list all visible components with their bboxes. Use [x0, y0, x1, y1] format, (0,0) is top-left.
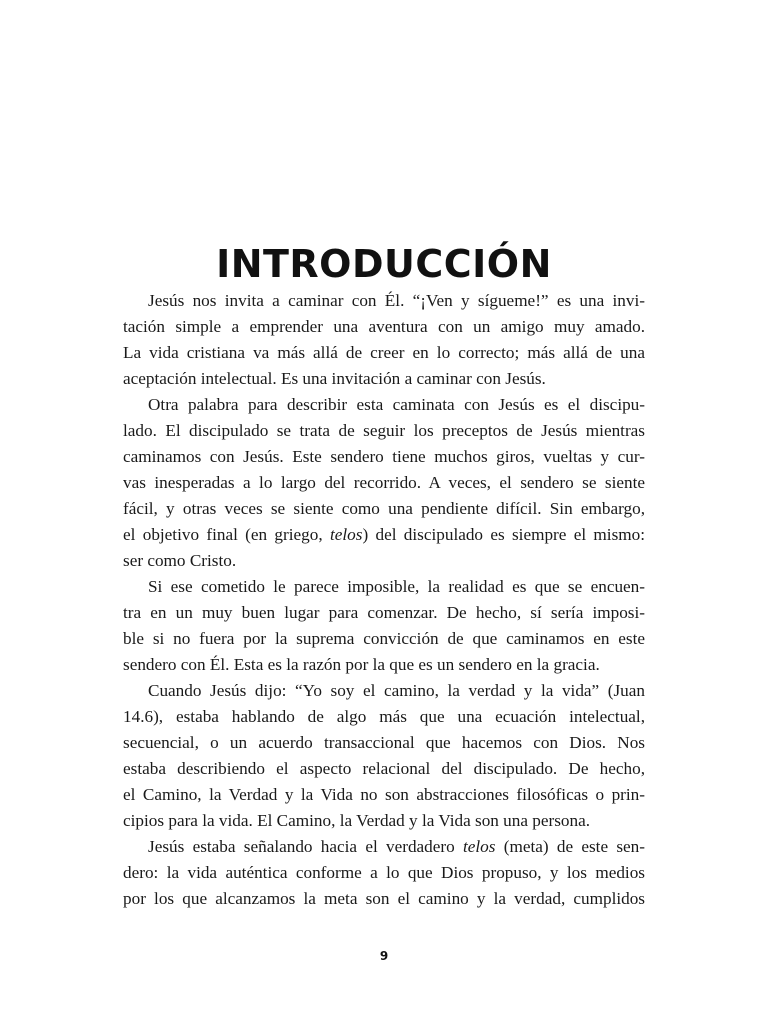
italic-term: telos — [329, 525, 363, 544]
text-line: aceptación intelectual. Es una invitación a caminar con Jesús. — [123, 369, 546, 388]
text-line: Si ese cometido le parece imposible, la realidad es que se encuen- — [148, 577, 645, 596]
text-line-telos — [123, 834, 645, 860]
text-segment: Jesús estaba señalando hacia el verdadero — [148, 837, 463, 856]
text-line: fácil, y otras veces se siente como una pendiente difícil. Sin embargo, — [123, 499, 645, 518]
paragraph-1 — [123, 288, 645, 392]
text-line: 14.6), estaba hablando de algo más que una ecuación intelectual, — [123, 707, 645, 726]
paragraph-3 — [123, 574, 645, 678]
paragraph-5 — [123, 834, 645, 912]
text-line: estaba describiendo el aspecto relacional del discipulado. De hecho, — [123, 759, 645, 778]
text-line: dero: la vida auténtica conforme a lo que Dios propuso, y los medios — [123, 863, 645, 882]
text-line: Jesús nos invita a caminar con Él. “¡Ven y sígueme!” es una invi- — [148, 291, 645, 310]
italic-term: telos — [462, 837, 496, 856]
text-line: sendero con Él. Esta es la razón por la que es un sendero en la gracia. — [123, 655, 600, 674]
text-line: Otra palabra para describir esta caminata con Jesús es el discipu- — [148, 395, 645, 414]
paragraph-4 — [123, 678, 645, 834]
text-segment: (meta) de este sen- — [495, 837, 645, 856]
text-line: secuencial, o un acuerdo transaccional que hacemos con Dios. Nos — [123, 733, 645, 752]
text-line: vas inesperadas a lo largo del recorrido. A veces, el sendero se siente — [123, 473, 645, 492]
text-segment: el objetivo final (en griego, — [123, 525, 330, 544]
text-line-telos — [123, 522, 645, 548]
text-line: lado. El discipulado se trata de seguir los preceptos de Jesús mientras — [123, 421, 645, 440]
body-text — [123, 288, 645, 912]
chapter-title: INTRODUCCIÓN — [216, 242, 552, 286]
text-line: tra en un muy buen lugar para comenzar. De hecho, sí sería imposi- — [123, 603, 645, 622]
text-line: ble si no fuera por la suprema convicción de que caminamos en este — [123, 629, 645, 648]
text-line: cipios para la vida. El Camino, la Verdad y la Vida son una persona. — [123, 811, 591, 830]
text-line: por los que alcanzamos la meta son el camino y la verdad, cumplidos — [123, 889, 645, 908]
text-segment: ) del discipulado es siempre el mismo: — [362, 525, 645, 544]
text-line: La vida cristiana va más allá de creer en lo correcto; más allá de una — [123, 343, 645, 362]
text-line: tación simple a emprender una aventura con un amigo muy amado. — [123, 317, 645, 336]
page-number: 9 — [379, 949, 389, 963]
text-line: Cuando Jesús dijo: “Yo soy el camino, la verdad y la vida” (Juan — [148, 681, 645, 700]
text-line: ser como Cristo. — [123, 551, 237, 570]
paragraph-2 — [123, 392, 645, 574]
text-line: caminamos con Jesús. Este sendero tiene muchos giros, vueltas y cur- — [123, 447, 645, 466]
text-line: el Camino, la Verdad y la Vida no son abstracciones filosóficas o prin- — [123, 785, 645, 804]
